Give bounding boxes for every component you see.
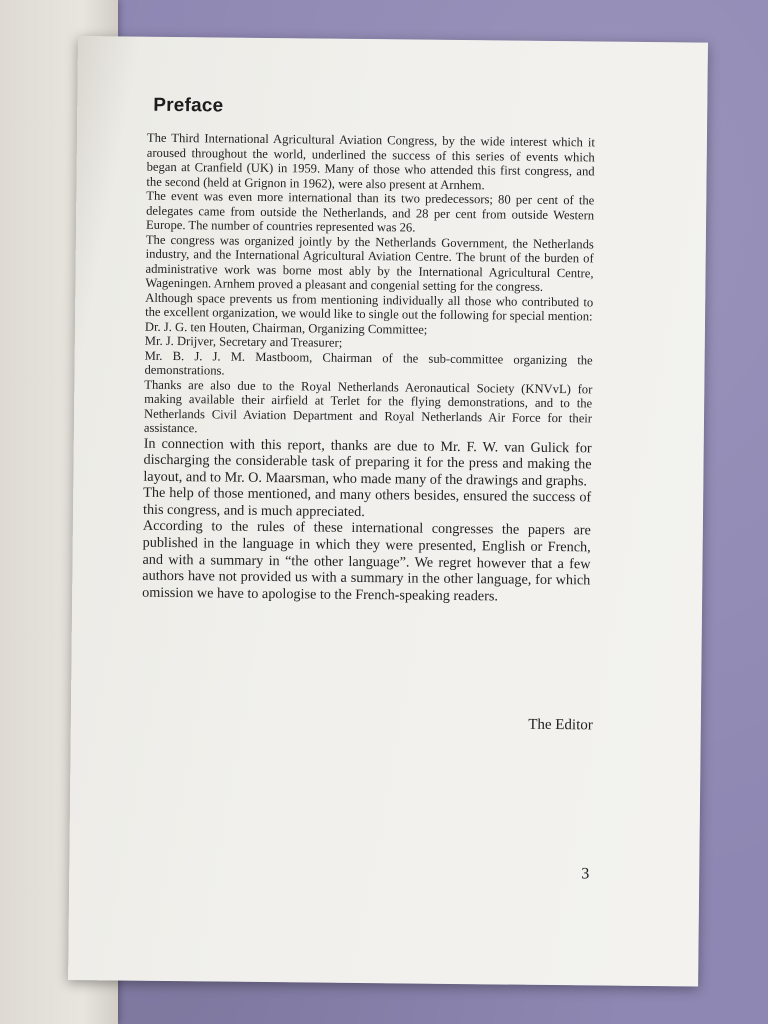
paragraph-mention-secretary: Mr. J. Drijver, Secretary and Treasurer; xyxy=(144,333,343,350)
editor-signature: The Editor xyxy=(528,716,593,734)
page-number: 3 xyxy=(581,865,590,883)
paragraph-thanks-society: Thanks are also due to the Royal Netherlands Aeronautical Society (KNVvL) for making available their airfield at Terlet for the flying demonstrations, and to the Netherlands Civil Aviation Department and Royal Netherlands Air Force for their assistance. xyxy=(143,377,593,436)
paragraph-thanks-report: In connection with this report, thanks are due to Mr. F. W. van Gulick for discharging the considerable task of preparing it for the press and making the layout, and to Mr. O. Maarsman, who made many of the drawings and graphs. xyxy=(143,435,592,490)
paragraph-international: The event was even more international than its two predecessors; 80 per cent of the delegates came from outside the Netherlands, and 28 per cent from outside Western Europe. The number of countries represented was 26. xyxy=(145,188,595,235)
document-page xyxy=(68,36,708,987)
paragraph-mention-intro: Although space prevents us from mentioning individually all those who contributed to the excellent organization, we would like to single out the following for special mention: xyxy=(145,290,594,324)
paragraph-languages: According to the rules of these international congresses the papers are published in the language in which they were presented, English or French, and with a summary in “the other language”. We regret however that a few authors have not provided us with a summary in the other language, for which omission we have to apologise to the French-speaking readers. xyxy=(142,518,591,605)
preface-body xyxy=(142,131,595,606)
paragraph-help: The help of those mentioned, and many others besides, ensured the success of this congress, and is much appreciated. xyxy=(142,484,592,520)
paragraph-mention-chairman: Dr. J. G. ten Houten, Chairman, Organizing Committee; xyxy=(144,319,428,337)
paragraph-mention-demonstrations: Mr. B. J. J. M. Mastboom, Chairman of the sub-committee organizing the demonstrations. xyxy=(144,348,593,378)
paragraph-organization: The congress was organized jointly by the Netherlands Government, the Netherlands industry, and the International Agricultural Aviation Centre. The brunt of the burden of administrative work was borne most ably by the International Agricultural Centre, Wageningen. Arnhem proved a pleasant and congenial setting for the congress. xyxy=(145,232,594,294)
page-title: Preface xyxy=(153,94,224,117)
paragraph-intro: The Third International Agricultural Aviation Congress, by the wide interest which it aroused throughout the world, underlined the success of this series of events which began at Cranfield (UK) in 1959. Many of those who attended this first congress, and the second (held at Grignon in 1962), were also present at Arnhem. xyxy=(146,130,595,192)
